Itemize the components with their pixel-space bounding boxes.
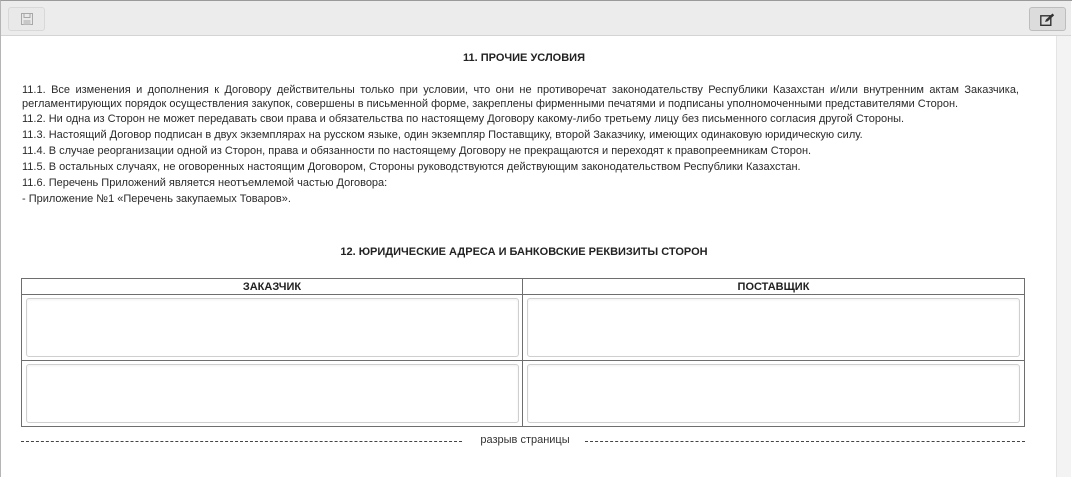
pencil-square-icon (1040, 13, 1055, 26)
vertical-scrollbar[interactable] (1056, 36, 1071, 477)
customer-address-field[interactable] (26, 298, 519, 357)
save-button[interactable] (8, 7, 45, 31)
column-header-customer: ЗАКАЗЧИК (242, 281, 302, 293)
section-11-title: 11. ПРОЧИЕ УСЛОВИЯ (463, 52, 585, 64)
row-divider (22, 360, 1024, 361)
clause-11-4: 11.4. В случае реорганизации одной из Сторон, права и обязанности по настоящему Договору не прекращаются и переходят к правопреемникам Сторон. (22, 145, 812, 157)
clause-11-3: 11.3. Настоящий Договор подписан в двух экземплярах на русском языке, один экземпляр Поставщику, второй Заказчику, имеющих одинаковую юридическую силу. (22, 129, 863, 141)
clause-11-1: 11.1. Все изменения и дополнения к Договору действительны только при условии, что они не противоречат законодательству Республики Казахстан и/или внутренним актам Заказчика, регламентирующих порядок осуществления закупок, совершены в письменной форме, закреплены фирменными печатями и подписаны уполномоченными представителями Сторон. (22, 84, 1019, 110)
clause-11-2: 11.2. Ни одна из Сторон не может передавать свои права и обязательства по настоящему Договору какому-либо третьему лицу без письменного согласия другой Стороны. (22, 113, 905, 125)
document-page (4, 36, 1055, 477)
column-header-supplier: ПОСТАВЩИК (737, 281, 810, 293)
customer-bank-field[interactable] (26, 364, 519, 423)
header-divider (22, 294, 1024, 295)
supplier-address-field[interactable] (527, 298, 1020, 357)
clause-11-6: 11.6. Перечень Приложений является неотъемлемой частью Договора: (22, 177, 388, 189)
floppy-disk-icon (21, 13, 33, 25)
page-break-line-left (21, 441, 462, 442)
appendix-list-item: - Приложение №1 «Перечень закупаемых Товаров». (22, 193, 291, 205)
toolbar (1, 1, 1071, 36)
supplier-bank-field[interactable] (527, 364, 1020, 423)
edit-button[interactable] (1029, 7, 1066, 31)
section-12-title: 12. ЮРИДИЧЕСКИЕ АДРЕСА И БАНКОВСКИЕ РЕКВИЗИТЫ СТОРОН (340, 246, 708, 258)
page-break-line-right (585, 441, 1025, 442)
clause-11-5: 11.5. В остальных случаях, не оговоренных настоящим Договором, Стороны руководствуются действующим законодательством Республики Казахстан. (22, 161, 801, 173)
section-11-body (22, 84, 1019, 209)
requisites-table (21, 278, 1025, 427)
column-divider (522, 279, 523, 426)
page-break-label: разрыв страницы (480, 434, 570, 446)
